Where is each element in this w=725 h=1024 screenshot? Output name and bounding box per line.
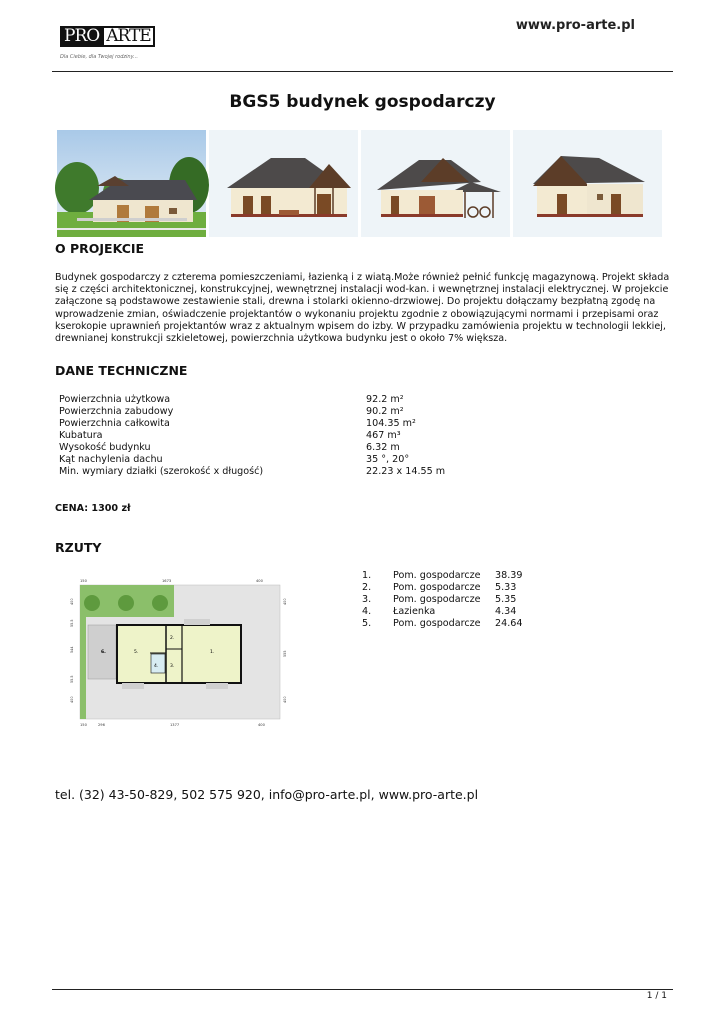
dim-right-1: 400 (283, 598, 287, 605)
section-heading-tech: DANE TECHNICZNE (55, 363, 188, 378)
page-number: 1 / 1 (646, 991, 667, 1001)
dim-top-2: 1673 (162, 579, 172, 583)
dim-right-3: 400 (283, 696, 287, 703)
room-row: 4. Łazienka 4.34 (362, 606, 517, 617)
room-row: 2. Pom. gospodarcze 5.33 (362, 582, 517, 593)
room-row: 1. Pom. gospodarcze 38.39 (362, 570, 523, 581)
photo-render-front[interactable] (209, 130, 358, 237)
dim-bottom-3: 1377 (170, 723, 180, 727)
section-heading-about: O PROJEKCIE (55, 241, 145, 256)
header-divider (52, 71, 673, 72)
plan-label-room-3: 3. (170, 664, 175, 669)
room-row: 3. Pom. gospodarcze 5.35 (362, 594, 517, 605)
dim-left-1: 400 (70, 598, 74, 605)
tech-row: Kąt nachylenia dachu 35 °, 20° (59, 454, 410, 465)
tech-row: Wysokość budynku 6.32 m (59, 442, 400, 453)
company-logo (60, 26, 160, 66)
dim-top-1: 150 (80, 579, 87, 583)
footer-divider (52, 989, 673, 990)
plan-label-room-2: 2. (170, 636, 175, 641)
header-website-link[interactable]: www.pro-arte.pl (515, 18, 635, 33)
tech-row: Kubatura 467 m³ (59, 430, 401, 441)
dim-left-5: 400 (70, 696, 74, 703)
project-description: Budynek gospodarczy z czterema pomieszczeniami, łazienką i z wiatą.Może również pełnić funkcję magazynową. Projekt składa się z części architektonicznej, konstrukcyjnej, wewnętrznej instalacji wod-kan. i wewnętrznej instalacji elektrycznej. W projekcie załączone są podstawowe zestawienie stali, drewna i stolarki okienno-drzwiowej. Do projektu dołączamy bezpłatną zgodę na wprowadzenie zmian, oświadczenie projektantów o wykonaniu projektu zgodnie z obowiązującymi normami i przepisami oraz kserokopie uprawnień projektantów wraz z aktualnym wpisem do izby. W przypadku zamówienia projektu w technologii lekkiej, drewnianej konstrukcji szkieletowej, powierzchnia użytkowa budynku jest o około 7% większa. (55, 272, 670, 345)
dim-bottom-2: 296 (98, 723, 105, 727)
dim-right-2: 555 (283, 650, 287, 657)
section-heading-plans: RZUTY (55, 540, 102, 555)
plan-label-room-4: 4. (154, 664, 159, 669)
price-label: CENA: 1300 zł (55, 503, 131, 514)
dim-left-2: 55.5 (70, 619, 74, 627)
tech-row: Min. wymiary działki (szerokość x długość) 22.23 x 14.55 m (59, 466, 446, 477)
contact-info: tel. (32) 43-50-829, 502 575 920, info@pro-arte.pl, www.pro-arte.pl (55, 787, 479, 802)
logo-wordmark: PRO ARTE (60, 26, 160, 47)
dim-left-3: 544 (70, 646, 74, 653)
tech-data-table (59, 394, 445, 478)
room-row: 5. Pom. gospodarcze 24.64 (362, 618, 523, 629)
page-title: BGS5 budynek gospodarczy (229, 92, 496, 112)
tech-row: Powierzchnia zabudowy 90.2 m² (59, 406, 404, 417)
logo-tagline: Dla Ciebie, dla Twojej rodziny... (60, 54, 138, 60)
tech-row: Powierzchnia użytkowa 92.2 m² (59, 394, 404, 405)
plan-label-room-6: 6. (101, 650, 106, 655)
plan-label-room-5: 5. (134, 650, 139, 655)
photo-render-gable[interactable] (513, 130, 662, 237)
dim-left-4: 55.5 (70, 675, 74, 683)
plan-label-room-1: 1. (210, 650, 215, 655)
dim-bottom-4: 400 (258, 723, 265, 727)
project-gallery (57, 130, 662, 237)
photo-render-side-shelter[interactable] (361, 130, 510, 237)
tech-row: Powierzchnia całkowita 104.35 m² (59, 418, 416, 429)
dim-bottom-1: 150 (80, 723, 87, 727)
floor-plan-drawing[interactable] (66, 577, 287, 730)
dim-top-3: 400 (256, 579, 263, 583)
room-list (362, 570, 522, 630)
photo-visualization-garden[interactable] (57, 130, 206, 237)
